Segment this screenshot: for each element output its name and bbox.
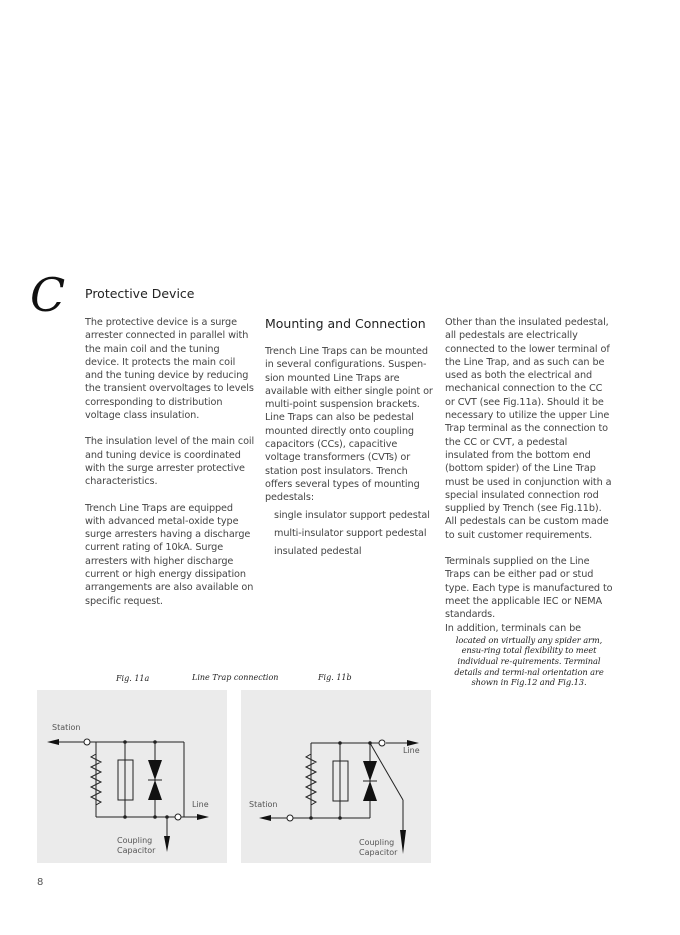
circuit-diagram-11b (241, 690, 431, 863)
paragraph: Other than the insulated pedestal, all pedestals are electrically connected to the lower terminal of the Line Trap, and as such can be used as both the electrical and mechanical connection to the CC or CVT (see Fig.11a). Should it be necessary to utilize the upper Line Trap terminal as the connection to the CC or CVT, a pedestal insulated from the bottom end (bottom spider) of the Line Trap must be used in conjunction with a special insulated connection rod supplied by Trench (see Fig.11b). (445, 317, 612, 515)
arrow-down-icon (400, 830, 406, 854)
list-item: insulated pedestal (274, 546, 362, 558)
paragraph: The insulation level of the main coil and tuning device is coordinated with the surge arrester protective characteristics. (85, 436, 255, 488)
fig-11a-caption: Fig. 11a (116, 674, 150, 683)
line-label: Line (403, 746, 420, 755)
station-terminal (84, 739, 90, 745)
column-2-text (265, 345, 433, 563)
column-1-text (85, 316, 255, 608)
column-3-text (445, 316, 613, 688)
figure-11a-panel (37, 690, 227, 863)
list-item: single insulator support pedestal (274, 509, 430, 521)
paragraph: Trench Line Traps are equipped with advanced metal-oxide type surge arresters having a discharge current rating of 10kA. Surge arresters with higher discharge current or high energy dissipation arrangements are also available on specific request. (85, 502, 254, 607)
line-terminal (175, 814, 181, 820)
coupling-label: Coupling (117, 836, 153, 845)
pedestal-list (274, 509, 433, 559)
section-letter: C (30, 268, 66, 322)
paragraph: Trench Line Traps can be mounted in several configurations. Suspen-sion mounted Line Traps are available with either single point or multi-point suspension brackets. Line Traps can also be pedestal mounted directly onto coupling capacitors (CCs), capacitive voltage transformers (CVTs) or station post insulators. Trench offers several types of mounting pedestals: (265, 346, 433, 504)
circuit-diagram-11a (37, 690, 227, 863)
arrow-left-icon (259, 815, 271, 821)
station-label: Station (52, 723, 81, 732)
arrester-top (363, 761, 377, 781)
line-terminal (379, 740, 385, 746)
paragraph: All pedestals can be custom made to suit customer requirements. (445, 516, 609, 541)
coupling-label: Coupling (359, 838, 395, 847)
page-number: 8 (37, 877, 44, 888)
figure-11b-panel (241, 690, 431, 863)
line-trap-connection-caption: Line Trap connection (192, 673, 279, 682)
station-terminal (287, 815, 293, 821)
station-label: Station (249, 800, 278, 809)
capacitor-label: Capacitor (117, 846, 156, 855)
arrester-bottom (148, 780, 162, 800)
list-item: multi-insulator support pedestal (274, 527, 427, 539)
arrester-top (148, 760, 162, 780)
paragraph: Terminals supplied on the Line Traps can be either pad or stud type. Each type is manufactured to meet the applicable IEC or NEMA standards. (445, 556, 613, 621)
capacitor-label: Capacitor (359, 848, 398, 857)
fig-11b-caption: Fig. 11b (318, 673, 352, 682)
protective-device-heading: Protective Device (85, 286, 195, 301)
arrow-down-icon (164, 836, 170, 852)
paragraph: In addition, terminals can be (445, 622, 582, 634)
arrow-right-icon (197, 814, 209, 820)
paragraph: The protective device is a surge arrester connected in parallel with the main coil and the tuning device. It protects the main coil and the tuning device by reducing the transient overvoltages to levels corresponding to distribution voltage class insulation. (85, 317, 254, 422)
line-label: Line (192, 800, 209, 809)
arrow-left-icon (47, 739, 59, 745)
italic-note: located on virtually any spider arm, ensu-ring total flexibility to meet individual re-quirements. Terminal details and termi-nal orientation are shown in Fig.12 and Fig.13. (454, 634, 604, 688)
arrester-bottom (363, 781, 377, 801)
mounting-heading: Mounting and Connection (265, 316, 426, 331)
